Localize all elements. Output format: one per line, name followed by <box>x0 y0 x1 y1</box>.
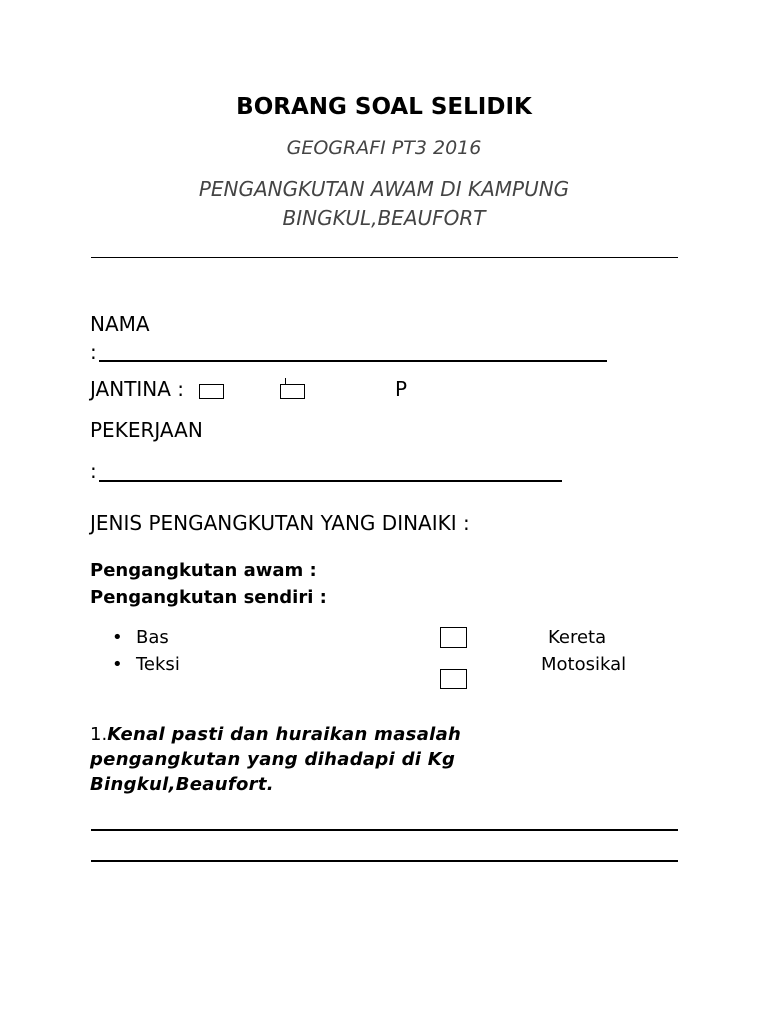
question-number: 1. <box>90 724 108 745</box>
header-divider <box>91 257 678 258</box>
jenis-pengangkutan-label: JENIS PENGANGKUTAN YANG DINAIKI : <box>90 511 470 535</box>
option-kereta: Kereta <box>548 627 607 648</box>
pekerjaan-label: PEKERJAAN <box>90 418 203 442</box>
pekerjaan-answer-line[interactable] <box>99 480 562 482</box>
option-teksi: Teksi <box>136 654 180 675</box>
pengangkutan-sendiri-label: Pengangkutan sendiri : <box>90 587 327 608</box>
form-title: BORANG SOAL SELIDIK <box>236 94 532 120</box>
pengangkutan-awam-label: Pengangkutan awam : <box>90 560 317 581</box>
checkbox-tick-mark <box>285 378 286 384</box>
nama-answer-line[interactable] <box>99 360 607 362</box>
answer-line-1[interactable] <box>91 829 678 831</box>
bullet-icon: • <box>112 627 123 648</box>
pekerjaan-colon: : <box>90 459 97 483</box>
option-bas: Bas <box>136 627 169 648</box>
nama-colon: : <box>90 340 97 364</box>
form-topic <box>0 175 768 233</box>
question-end: . <box>266 774 274 795</box>
topic-line-1: PENGANGKUTAN AWAM DI KAMPUNG <box>198 177 570 201</box>
topic-line-2: BINGKUL,BEAUFORT <box>282 206 486 230</box>
checkbox-kereta[interactable] <box>440 627 467 648</box>
answer-line-2[interactable] <box>91 860 678 862</box>
jantina-label: JANTINA : <box>90 377 185 401</box>
question-text: Kenal pasti dan huraikan masalah pengangkutan yang dihadapi di Kg Bingkul,Beaufort <box>90 724 462 795</box>
option-motosikal: Motosikal <box>541 654 627 675</box>
form-subtitle: GEOGRAFI PT3 2016 <box>286 137 482 159</box>
checkbox-motosikal[interactable] <box>440 669 467 689</box>
nama-label: NAMA <box>90 312 150 336</box>
question-1 <box>90 722 560 797</box>
jantina-checkbox-p[interactable] <box>280 384 305 399</box>
bullet-icon: • <box>112 654 123 675</box>
jantina-option-p: P <box>395 377 408 401</box>
jantina-checkbox-l[interactable] <box>199 384 224 399</box>
